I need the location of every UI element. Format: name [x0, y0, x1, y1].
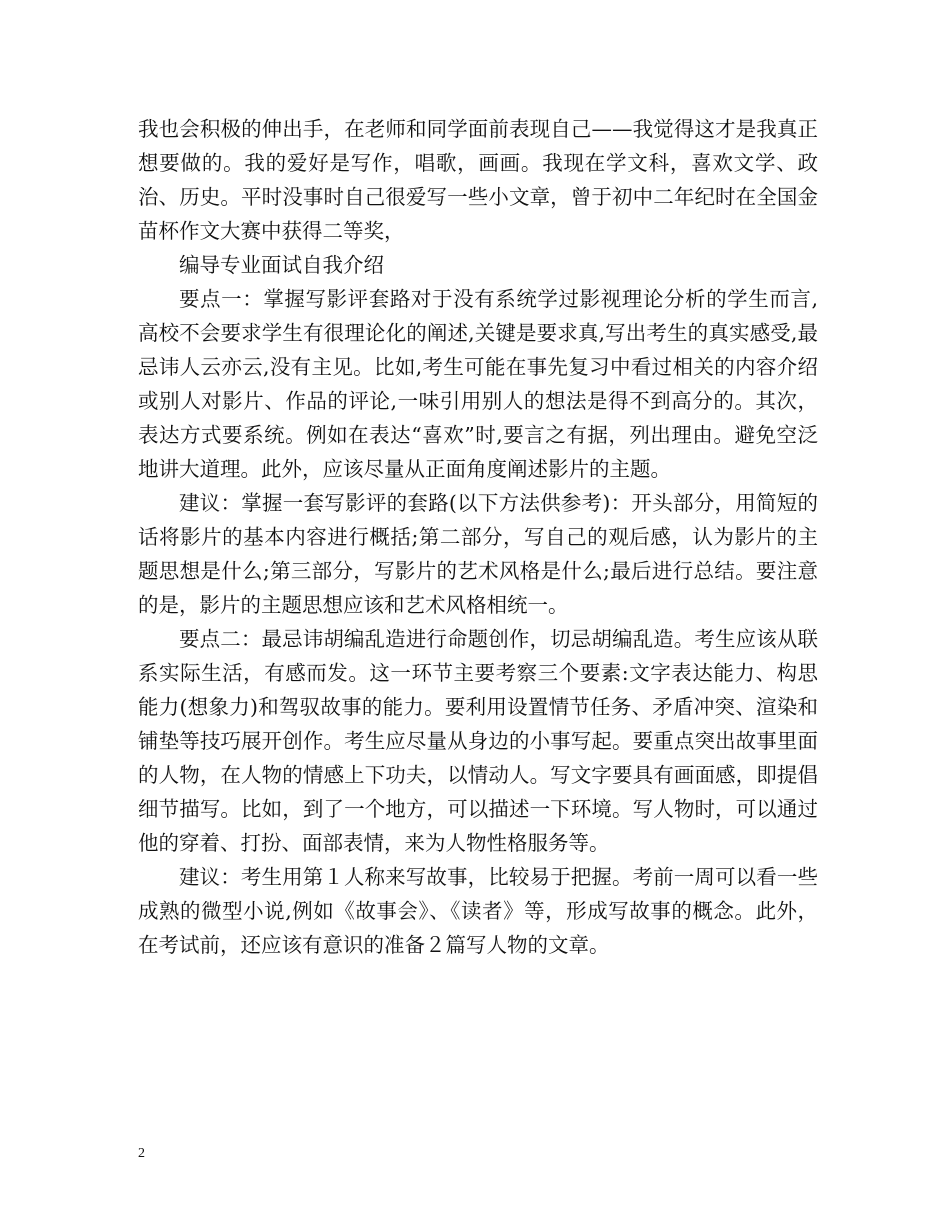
document-body: [138, 112, 818, 962]
section-heading: 编导专业面试自我介绍: [179, 253, 384, 277]
paragraph-point-one: 要点一：掌握写影评套路对于没有系统学过影视理论分析的学生而言,高校不会要求学生有很理论化的阐述,关键是要求真,写出考生的真实感受,最忌讳人云亦云,没有主见。比如,考生可能在事先复习中看过相关的内容介绍或别人对影片、作品的评论,一味引用别人的想法是得不到高分的。其次，表达方式要系统。例如在表达“喜欢”时,要言之有据，列出理由。避免空泛地讲大道理。此外，应该尽量从正面角度阐述影片的主题。: [138, 287, 818, 481]
paragraph-point-two: 要点二：最忌讳胡编乱造进行命题创作，切忌胡编乱造。考生应该从联系实际生活，有感而发。这一环节主要考察三个要素:文字表达能力、构思能力(想象力)和驾驭故事的能力。要利用设置情节任务、矛盾冲突、渲染和铺垫等技巧展开创作。考生应尽量从身边的小事写起。要重点突出故事里面的人物，在人物的情感上下功夫，以情动人。写文字要具有画面感，即提倡细节描写。比如，到了一个地方，可以描述一下环境。写人物时，可以通过他的穿着、打扮、面部表情，来为人物性格服务等。: [138, 627, 818, 855]
page-number: 2: [138, 1146, 145, 1161]
paragraph-suggestion-one: 建议：掌握一套写影评的套路(以下方法供参考)：开头部分，用简短的话将影片的基本内容进行概括;第二部分，写自己的观后感，认为影片的主题思想是什么;第三部分，写影片的艺术风格是什么;最后进行总结。要注意的是，影片的主题思想应该和艺术风格相统一。: [138, 491, 818, 617]
paragraph-suggestion-two: 建议：考生用第１人称来写故事，比较易于把握。考前一周可以看一些成熟的微型小说,例如《故事会》、《读者》等，形成写故事的概念。此外，在考试前，还应该有意识的准备２篇写人物的文章。: [138, 865, 818, 957]
paragraph-intro-continued: 我也会积极的伸出手，在老师和同学面前表现自己——我觉得这才是我真正想要做的。我的爱好是写作，唱歌，画画。我现在学文科，喜欢文学、政治、历史。平时没事时自己很爱写一些小文章，曾于初中二年纪时在全国金苗杯作文大赛中获得二等奖，: [138, 117, 818, 243]
